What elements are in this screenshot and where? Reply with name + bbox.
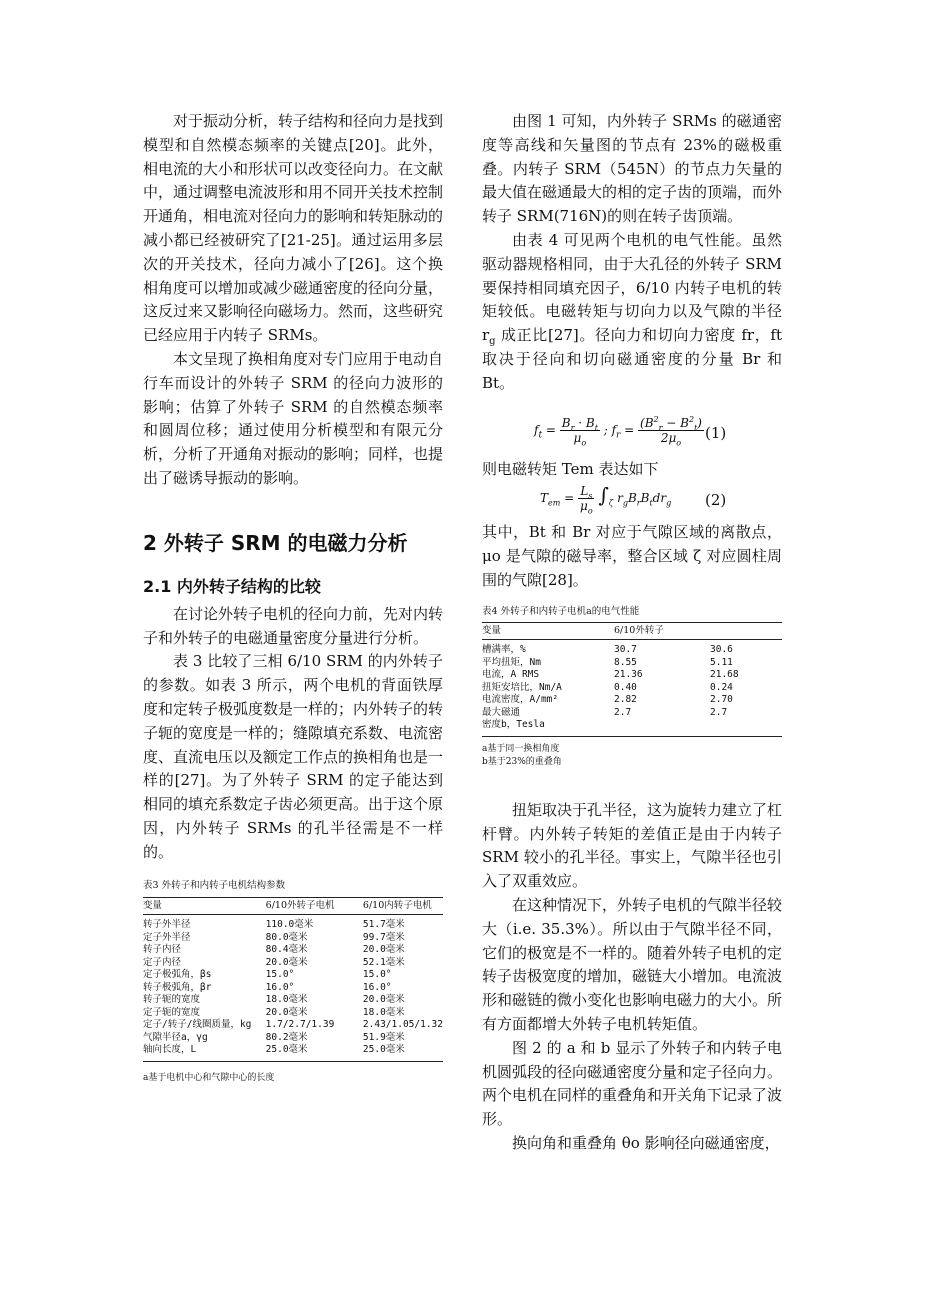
- table4: [482, 622, 782, 737]
- table-row: [482, 694, 782, 707]
- table-cell: 转子内径: [143, 944, 182, 956]
- table-cell: 20.0毫米: [265, 1006, 308, 1018]
- table-row: [143, 1007, 443, 1020]
- table-cell: 30.6: [710, 644, 733, 656]
- table-cell: 51.7毫米: [362, 919, 405, 931]
- paragraph-equation-notes: 其中，Bt 和 Br 对应于气隙区域的离散点，μo 是气隙的磁导率，整合区域 ζ 对应圆柱周围的气隙[28]。: [482, 523, 782, 589]
- table4-header-cell: 变量: [482, 624, 502, 636]
- table4-footnote-b: b基于23%的重叠角: [482, 756, 562, 767]
- table-row: [143, 994, 443, 1007]
- table-row: [143, 1032, 443, 1045]
- table-cell: 30.7: [614, 644, 637, 656]
- table4-header-cell: [710, 622, 782, 640]
- table-cell: 18.0毫米: [362, 1006, 405, 1018]
- paragraph-figure1-discussion: 由图 1 可知，内外转子 SRMs 的磁通密度等高线和矢量图的节点有 23%的磁极重叠。内转子 SRM（545N）的节点力矢量的最大值在磁通最大的相的定子齿的顶端，而外转子 SRM(716N)的则在转子齿顶端。: [482, 112, 783, 226]
- table-cell: 25.0毫米: [362, 1044, 405, 1056]
- table-cell: 密度b，Tesla: [482, 719, 545, 731]
- table-cell: 110.0毫米: [265, 919, 314, 931]
- table-cell: 80.2毫米: [265, 1031, 308, 1043]
- table-cell: 80.4毫米: [265, 944, 308, 956]
- table-cell: 8.55: [614, 656, 637, 668]
- equation-2-formula: $T_{em}$ = $\frac{L_s}{\mu_o}$ $\int_\zeta$ $r_gB_rB_tdr_g$: [540, 483, 672, 516]
- table-cell: 槽满率，%: [482, 644, 526, 656]
- table4-header-cell: 6/10外转子: [614, 624, 664, 636]
- paragraph-figure2-discussion: 图 2 的 a 和 b 显示了外转子和内转子电机圆弧段的径向磁通密度分量和定子径向力。两个电机在同样的重叠角和开关角下记录了波形。: [482, 1038, 783, 1129]
- table-cell: 18.0毫米: [265, 994, 308, 1006]
- table-row: [143, 982, 443, 995]
- equation-1-number: (1): [705, 423, 727, 442]
- table3-header-cell: 变量: [143, 899, 163, 911]
- table-cell: 16.0°: [362, 981, 392, 993]
- table-row: [482, 707, 782, 720]
- table-cell: 定子/转子/线圈质量，kg: [143, 1019, 252, 1031]
- paragraph-flux-intro: 在讨论外转子电机的径向力前，先对内转子和外转子的电磁通量密度分量进行分析。: [143, 604, 444, 647]
- table4-block: [482, 603, 782, 769]
- table4-header-row: [482, 622, 782, 640]
- table-cell: 2.7: [614, 706, 632, 718]
- text-run: 成正比[27]。径向力和切向力密度 fr，ft 取决于径向和切向磁通密度的分量 Br 和 Bt。: [482, 326, 782, 392]
- equation-2-number: (2): [705, 491, 727, 510]
- table-cell: 2.82: [614, 694, 637, 706]
- table-cell: 20.0毫米: [362, 994, 405, 1006]
- table-row: [143, 957, 443, 970]
- subscript: g: [489, 336, 496, 348]
- table3-caption: 表3 外转子和内转子电机结构参数: [143, 879, 286, 891]
- paragraph-paper-summary: 本文呈现了换相角度对专门应用于电动自行车而设计的外转子 SRM 的径向力波形的影响；估算了外转子 SRM 的自然模态频率和圆周位移；通过使用分析模型和有限元分析，分析了开通角对振动的影响；同样，也提出了磁诱导振动的影响。: [143, 349, 444, 487]
- table-cell: [614, 719, 710, 736]
- paragraph-torque-lever: 扭矩取决于孔半径，这为旋转力建立了杠杆臂。内外转子转矩的差值正是由于内转子 SRM 较小的孔半径。事实上，气隙半径也引入了双重效应。: [482, 800, 783, 891]
- equation-2: [482, 481, 782, 521]
- table-cell: 转子极弧角，βr: [143, 981, 212, 993]
- table-cell: 1.7/2.7/1.39: [265, 1019, 335, 1031]
- table-row: [482, 719, 782, 736]
- table-row: [143, 1019, 443, 1032]
- table-cell: 20.0毫米: [362, 944, 405, 956]
- table4-caption: 表4 外转子和内转子电机a的电气性能: [482, 605, 640, 617]
- paragraph-table3-discussion: 表 3 比较了三相 6/10 SRM 的内外转子的参数。如表 3 所示，两个电机的背面铁厚度和定转子极弧度数是一样的；内外转子的转子轭的宽度是一样的；缝隙填充系数、电流密度、直流电压以及额定工作点的换相角也是一样的[27]。为了外转子 SRM 的定子能达到相同的填充系数定子齿必须更高。出于这个原因，内外转子 SRMs 的孔半径需是不一样的。: [143, 652, 444, 861]
- subsection-heading: 2.1 内外转子结构的比较: [143, 576, 321, 596]
- equation-1: [482, 412, 782, 456]
- table-cell: 52.1毫米: [362, 956, 405, 968]
- table-row: [143, 944, 443, 957]
- table3-header-cell: 6/10外转子电机: [265, 899, 335, 911]
- table-cell: 25.0毫米: [265, 1044, 308, 1056]
- table-cell: 2.70: [710, 694, 733, 706]
- table-cell: 15.0°: [362, 969, 392, 981]
- table-cell: 定子内径: [143, 956, 182, 968]
- table-cell: 扭矩安培比，Nm/A: [482, 681, 562, 693]
- table-cell: 2.43/1.05/1.32: [362, 1019, 443, 1031]
- paragraph-table4-discussion: [482, 229, 782, 396]
- paragraph-airgap-radius: 在这种情况下，外转子电机的气隙半径较大（i.e. 35.3%）。所以由于气隙半径不同，它们的极宽是不一样的。随着外转子电机的定转子齿极宽度的增加，磁链大小增加。电流波形和磁链的微小变化也影响电磁力的大小。所有方面都增大外转子电机转矩值。: [482, 895, 783, 1033]
- table-cell: 16.0°: [265, 981, 295, 993]
- table-row: [143, 915, 443, 932]
- table-row: [143, 932, 443, 945]
- table-cell: 轴向长度，L: [143, 1044, 197, 1056]
- text-run: 由表 4 可见两个电机的电气性能。虽然驱动器规格相同，由于大孔径的外转子 SRM 要保持相同填充因子，6/10 内转子电机的转矩较低。电磁转矩与切向力以及气隙的半径 r: [482, 230, 782, 345]
- table-cell: [710, 719, 782, 736]
- table-cell: 气隙半径a，γg: [143, 1031, 208, 1043]
- table-row: [482, 682, 782, 695]
- left-column: [143, 110, 443, 1085]
- table-cell: 定子轭的宽度: [143, 1006, 201, 1018]
- table-cell: 21.36: [614, 669, 643, 681]
- table-cell: 定子极弧角，βs: [143, 969, 212, 981]
- table-row: [143, 1044, 443, 1061]
- table-cell: 5.11: [710, 656, 733, 668]
- table-cell: 电流，A RMS: [482, 669, 540, 681]
- table-cell: 2.7: [710, 706, 728, 718]
- paragraph-vibration-analysis: 对于振动分析，转子结构和径向力是找到模型和自然模态频率的关键点[20]。此外，相电流的大小和形状可以改变径向力。在文献中，通过调整电流波形和用不同开关技术控制开通角，相电流对径向力的影响和转矩脉动的减小都已经被研究了[21-25]。通过运用多层次的开关技术，径向力减小了[26]。这个换相角度可以增加或减少磁通密度的径向分量，这反过来又影响径向磁场力。然而，这些研究已经应用于内转子 SRMs。: [143, 112, 444, 345]
- table-cell: 51.9毫米: [362, 1031, 405, 1043]
- table-row: [482, 657, 782, 670]
- table4-footnote-a: a基于同一换相角度: [482, 743, 560, 754]
- table-cell: 平均扭矩，Nm: [482, 656, 541, 668]
- table-row: [482, 669, 782, 682]
- table-row: [143, 969, 443, 982]
- equation-2-intro: 则电磁转矩 Tem 表达如下: [482, 459, 659, 478]
- table-cell: 电流密度，A/mm²: [482, 694, 559, 706]
- table-row: [482, 640, 782, 657]
- table-cell: 15.0°: [265, 969, 295, 981]
- table-cell: 20.0毫米: [265, 956, 308, 968]
- table-cell: 99.7毫米: [362, 931, 405, 943]
- paragraph-commutation-angle: 换向角和重叠角 θo 影响径向磁通密度，: [512, 1133, 780, 1152]
- table3-footnote: a基于电机中心和气隙中心的长度: [143, 1072, 275, 1083]
- table-cell: 0.40: [614, 681, 637, 693]
- equation-1-formula: $f_t$ = $\frac{B_r \cdot B_t}{\mu_o}$ ; $f_r$ = $\frac{(B^2_r - B^2_t)}{2\mu_o}$: [534, 414, 702, 447]
- right-column: [482, 110, 782, 1156]
- table-cell: 80.0毫米: [265, 931, 308, 943]
- table3-header-row: [143, 897, 443, 915]
- table-cell: 转子轭的宽度: [143, 994, 201, 1006]
- section-heading: 2 外转子 SRM 的电磁力分析: [143, 530, 408, 555]
- table3-block: [143, 877, 443, 1085]
- table-cell: 最大磁通: [482, 706, 521, 718]
- table3: [143, 897, 443, 1062]
- table-cell: 转子外半径: [143, 919, 191, 931]
- table-cell: 0.24: [710, 681, 733, 693]
- table-cell: 定子外半径: [143, 931, 191, 943]
- table3-header-cell: 6/10内转子电机: [362, 899, 432, 911]
- table-cell: 21.68: [710, 669, 739, 681]
